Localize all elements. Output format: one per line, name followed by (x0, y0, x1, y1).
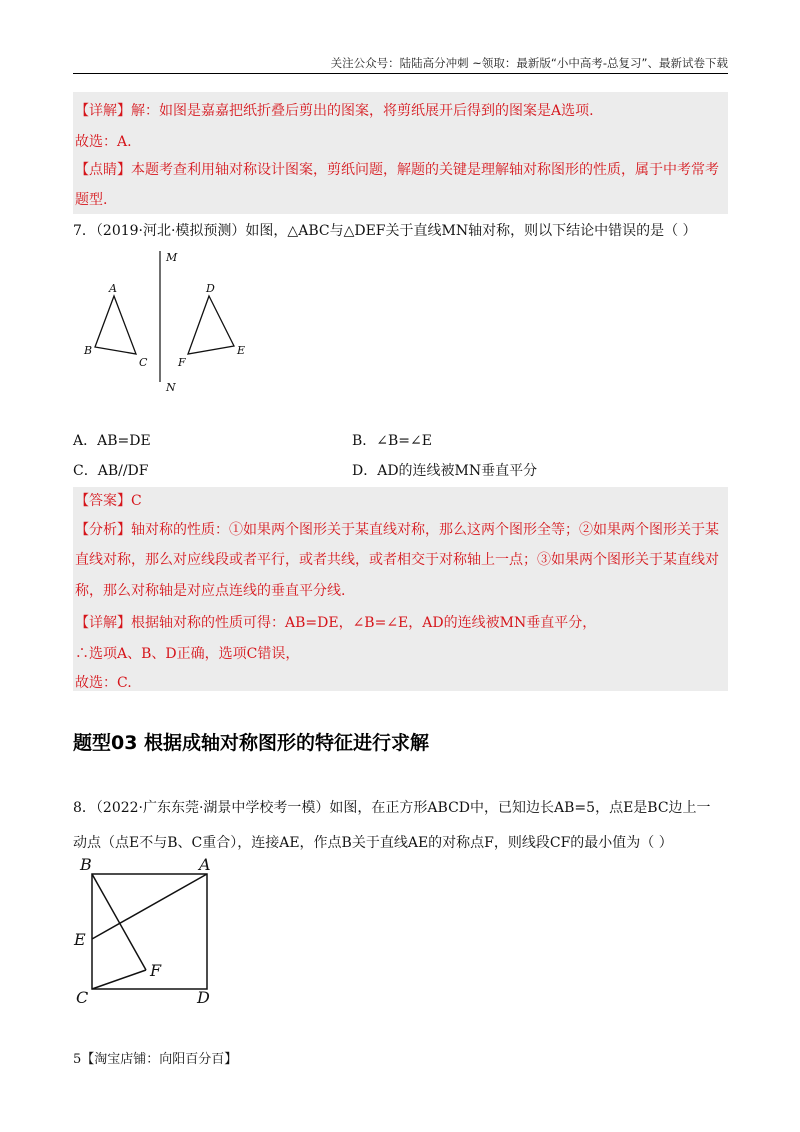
answer-line-1: 【答案】C (75, 493, 142, 509)
label-d2: D (197, 988, 210, 1007)
label-e: E (237, 344, 246, 357)
segment-cf (92, 970, 146, 989)
answer-line-6: ∴选项A、B、D正确，选项C错误， (75, 646, 300, 662)
answer-line-4: 称，那么对称轴是对应点连线的垂直平分线. (75, 583, 346, 599)
answer-line-7: 故选：C. (75, 675, 132, 691)
explanation-line-2: 故选：A. (75, 134, 132, 150)
page-header: 关注公众号：陆陆高分冲刺 ~领取：最新版“小中高考-总复习”、最新试卷下载 (330, 56, 728, 70)
label-b: B (84, 344, 93, 357)
explanation-line-1: 【详解】解：如图是嘉嘉把纸折叠后剪出的图案，将剪纸展开后得到的图案是A选项. (75, 103, 594, 119)
option-a: A．AB=DE (73, 433, 151, 449)
label-f2: F (150, 961, 162, 980)
question-8-figure (70, 852, 230, 1012)
segment-bf (92, 874, 146, 970)
label-e2: E (74, 930, 86, 949)
option-c: C．AB//DF (73, 463, 149, 479)
triangle-def (188, 296, 234, 354)
segment-ae (92, 874, 207, 939)
header-divider (73, 73, 728, 74)
question-7-stem: 7．（2019·河北·模拟预测）如图，△ABC与△DEF关于直线MN轴对称，则以下结论中错误的是（ ） (73, 223, 697, 239)
label-a2: A (199, 855, 211, 874)
label-a: A (109, 282, 117, 295)
section-title: 题型03 根据成轴对称图形的特征进行求解 (73, 732, 430, 754)
explanation-line-3: 【点睛】本题考查利用轴对称设计图案，剪纸问题，解题的关键是理解轴对称图形的性质，属于中考常考 (75, 162, 719, 178)
label-b2: B (80, 855, 92, 874)
question-7-figure (70, 245, 270, 405)
label-c2: C (76, 988, 89, 1007)
answer-line-5: 【详解】根据轴对称的性质可得：AB=DE，∠B=∠E，AD的连线被MN垂直平分， (75, 615, 597, 631)
question-8-line-2: 动点（点E不与B、C重合），连接AE，作点B关于直线AE的对称点F，则线段CF的最小值为（ ） (73, 835, 673, 851)
label-n: N (166, 381, 176, 394)
question-8-line-1: 8．（2022·广东东莞·湖景中学校考一模）如图，在正方形ABCD中，已知边长AB=5，点E是BC边上一 (73, 800, 711, 816)
label-c: C (139, 356, 148, 369)
answer-line-3: 直线对称，那么对应线段或者平行，或者共线，或者相交于对称轴上一点；③如果两个图形关于某直线对 (75, 552, 719, 568)
label-d: D (206, 282, 215, 295)
option-b: B．∠B=∠E (352, 433, 432, 449)
triangle-abc (95, 296, 136, 354)
label-f: F (178, 356, 186, 369)
page-footer: 5【淘宝店铺：向阳百分百】 (73, 1052, 238, 1067)
option-d: D．AD的连线被MN垂直平分 (352, 463, 538, 479)
explanation-line-4: 题型. (75, 192, 108, 208)
answer-line-2: 【分析】轴对称的性质：①如果两个图形关于某直线对称，那么这两个图形全等；②如果两个图形关于某 (75, 522, 719, 538)
label-m: M (166, 251, 178, 264)
